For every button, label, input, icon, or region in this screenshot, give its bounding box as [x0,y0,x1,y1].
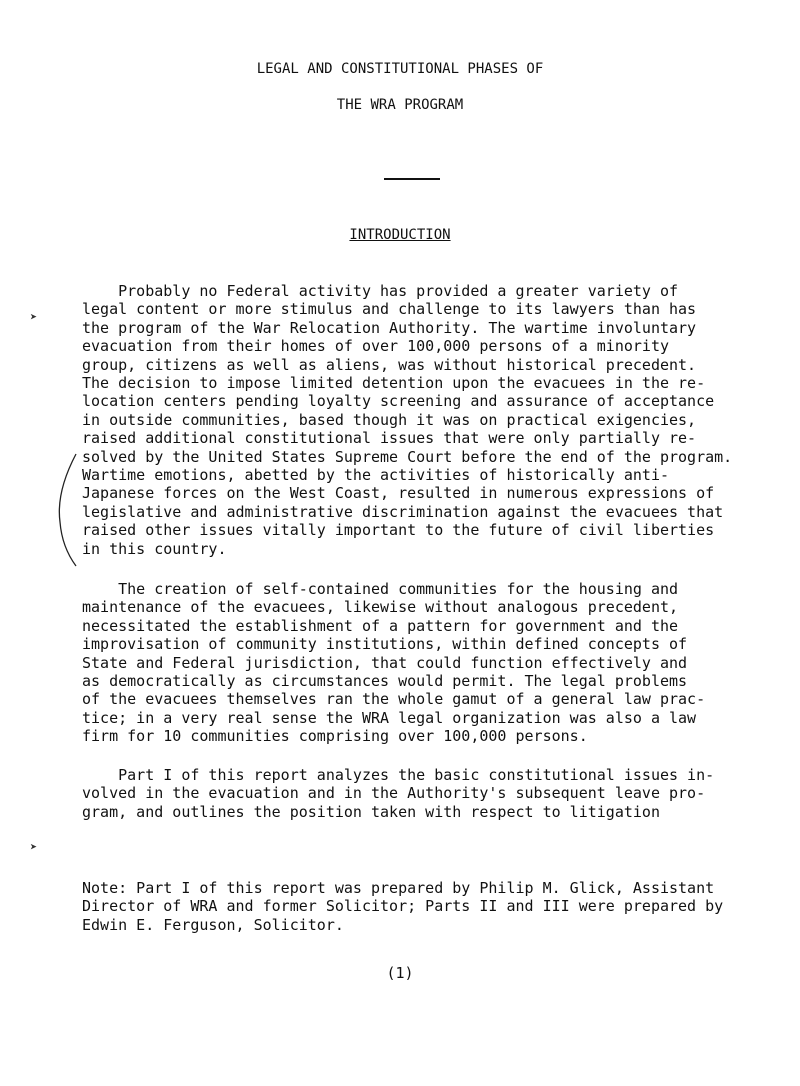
paragraph-line: solved by the United States Supreme Court before the end of the program. [82,447,733,466]
section-heading: INTRODUCTION [349,227,451,243]
paragraph-line: Part I of this report analyzes the basic constitutional issues in- [82,766,715,784]
authorship-note [82,879,772,934]
paragraph-line: volved in the evacuation and in the Authority's subsequent leave pro- [82,784,706,803]
paragraph-line: legal content or more stimulus and challenge to its lawyers than has [82,300,697,319]
paragraph-line: Wartime emotions, abetted by the activities of historically anti- [82,466,669,485]
paragraph-line: group, citizens as well as aliens, was without historical precedent. [82,355,697,374]
paragraph-line: as democratically as circumstances would permit. The legal problems [82,672,688,691]
paragraph-line: raised other issues vitally important to the future of civil liberties [82,521,715,540]
paragraph-line: in this country. [82,539,227,558]
paragraph-line: The decision to impose limited detention upon the evacuees in the re- [82,374,706,393]
margin-bracket-mark [52,452,92,568]
margin-arrow-icon: ➤ [30,840,38,854]
note-line: Director of WRA and former Solicitor; Parts II and III were prepared by [82,897,724,916]
paragraph-line: The creation of self-contained communities for the housing and [82,580,679,598]
note-line: Note: Part I of this report was prepared by Philip M. Glick, Assistant [82,879,715,897]
document-title-line-2: THE WRA PROGRAM [336,97,464,113]
page-number: (1) [386,964,414,982]
note-line: Edwin E. Ferguson, Solicitor. [82,915,344,934]
title-divider [384,178,440,180]
paragraph-1 [82,282,772,558]
paragraph-line: firm for 10 communities comprising over 100,000 persons. [82,727,588,746]
paragraph-line: evacuation from their homes of over 100,000 persons of a minority [82,337,669,356]
paragraph-line: the program of the War Relocation Authority. The wartime involuntary [82,318,697,337]
paragraph-line: raised additional constitutional issues that were only partially re- [82,429,697,448]
document-title-line-1: LEGAL AND CONSTITUTIONAL PHASES OF [256,61,544,77]
paragraph-line: gram, and outlines the position taken with respect to litigation [82,802,660,821]
paragraph-line: of the evacuees themselves ran the whole gamut of a general law prac- [82,690,706,709]
paragraph-3 [82,766,772,821]
paragraph-line: in outside communities, based though it was on practical exigencies, [82,410,697,429]
paragraph-line: maintenance of the evacuees, likewise without analogous precedent, [82,598,679,617]
paragraph-line: location centers pending loyalty screening and assurance of acceptance [82,392,715,411]
paragraph-2 [82,580,772,746]
paragraph-line: Japanese forces on the West Coast, resulted in numerous expressions of [82,484,715,503]
paragraph-line: Probably no Federal activity has provided a greater variety of [82,282,679,300]
paragraph-line: tice; in a very real sense the WRA legal organization was also a law [82,708,697,727]
margin-arrow-icon: ➤ [30,310,38,324]
paragraph-line: legislative and administrative discrimination against the evacuees that [82,502,724,521]
paragraph-line: State and Federal jurisdiction, that could function effectively and [82,653,688,672]
paragraph-line: necessitated the establishment of a pattern for government and the [82,616,679,635]
paragraph-line: improvisation of community institutions, within defined concepts of [82,635,688,654]
